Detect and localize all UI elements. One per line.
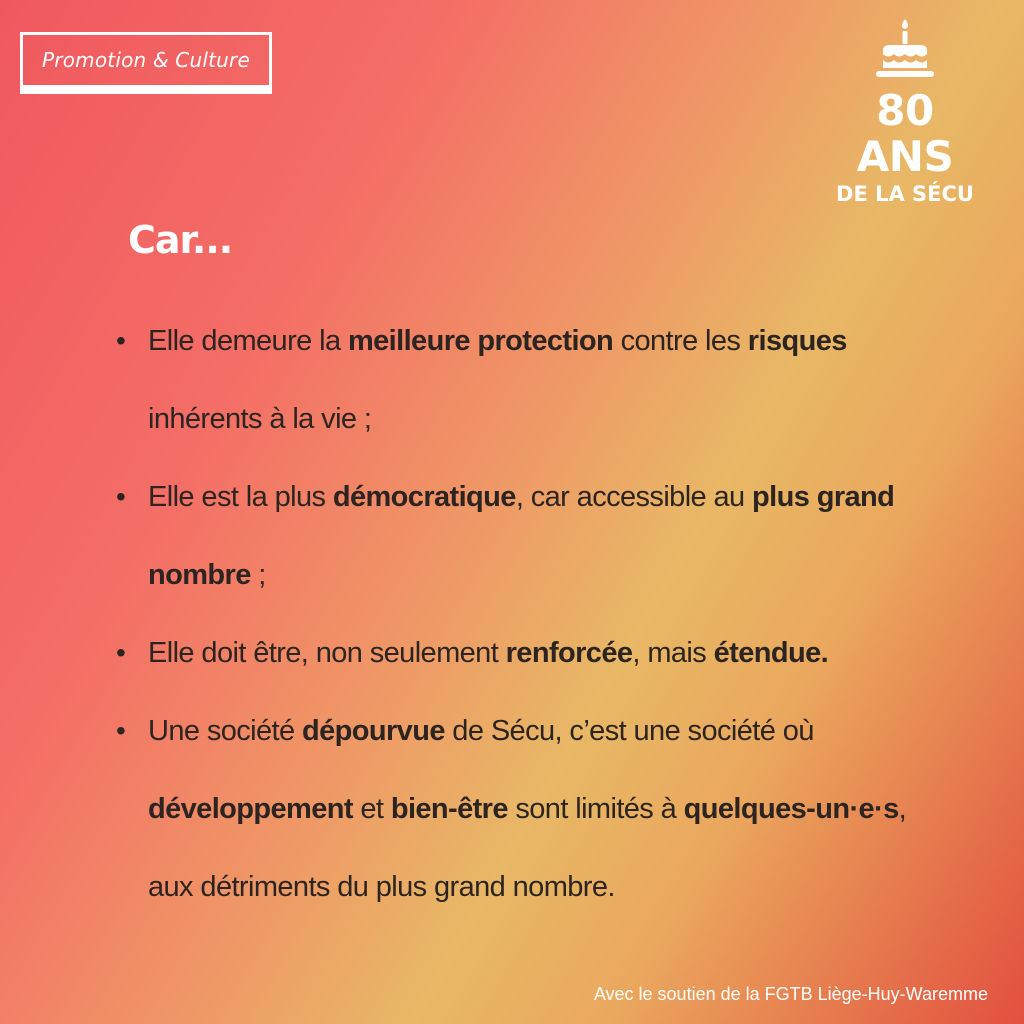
emphasis-text: dépourvue [302,715,445,747]
body-text: Une société [148,715,302,747]
list-item [116,692,936,926]
emphasis-text: plus grand nombre [148,481,895,591]
emphasis-text: meilleure protection [347,325,614,357]
list-item [116,458,936,614]
emphasis-text: renforcée [505,637,633,669]
emphasis-text: bien-être [390,793,508,825]
body-text: , aux détriments du plus grand nombre. [148,793,907,903]
heading: Car... [128,218,233,262]
body-text: sont limités à [507,793,684,825]
emphasis-text: démocratique [332,481,516,513]
body-text: , car accessible au [515,481,753,513]
footer-credit: Avec le soutien de la FGTB Liège-Huy-Waremme [593,984,988,1004]
badge-title: 80 ANS [856,86,954,181]
emphasis-text: étendue. [713,637,829,669]
body-text: inhérents à la vie ; [148,403,372,435]
category-tag [20,32,272,94]
body-text: de Sécu, c’est une société où [444,715,814,747]
birthday-cake-icon [870,16,940,86]
anniversary-badge [830,16,980,208]
argument-list [116,302,936,926]
badge-subtitle: DE LA SÉCU [836,182,974,206]
emphasis-text: développement [148,793,353,825]
body-text: Elle demeure la [148,325,348,357]
body-text: ; [250,559,266,591]
body-text: Elle est la plus [148,481,333,513]
body-text: Elle doit être, non seulement [148,637,506,669]
body-text: contre les [613,325,748,357]
list-item [116,302,936,458]
emphasis-text: risques [747,325,847,357]
body-text: et [352,793,391,825]
emphasis-text: quelques-un·e·s [683,793,899,825]
body-text: , mais [632,637,714,669]
category-tag-label: Promotion & Culture [42,48,250,72]
list-item [116,614,936,692]
